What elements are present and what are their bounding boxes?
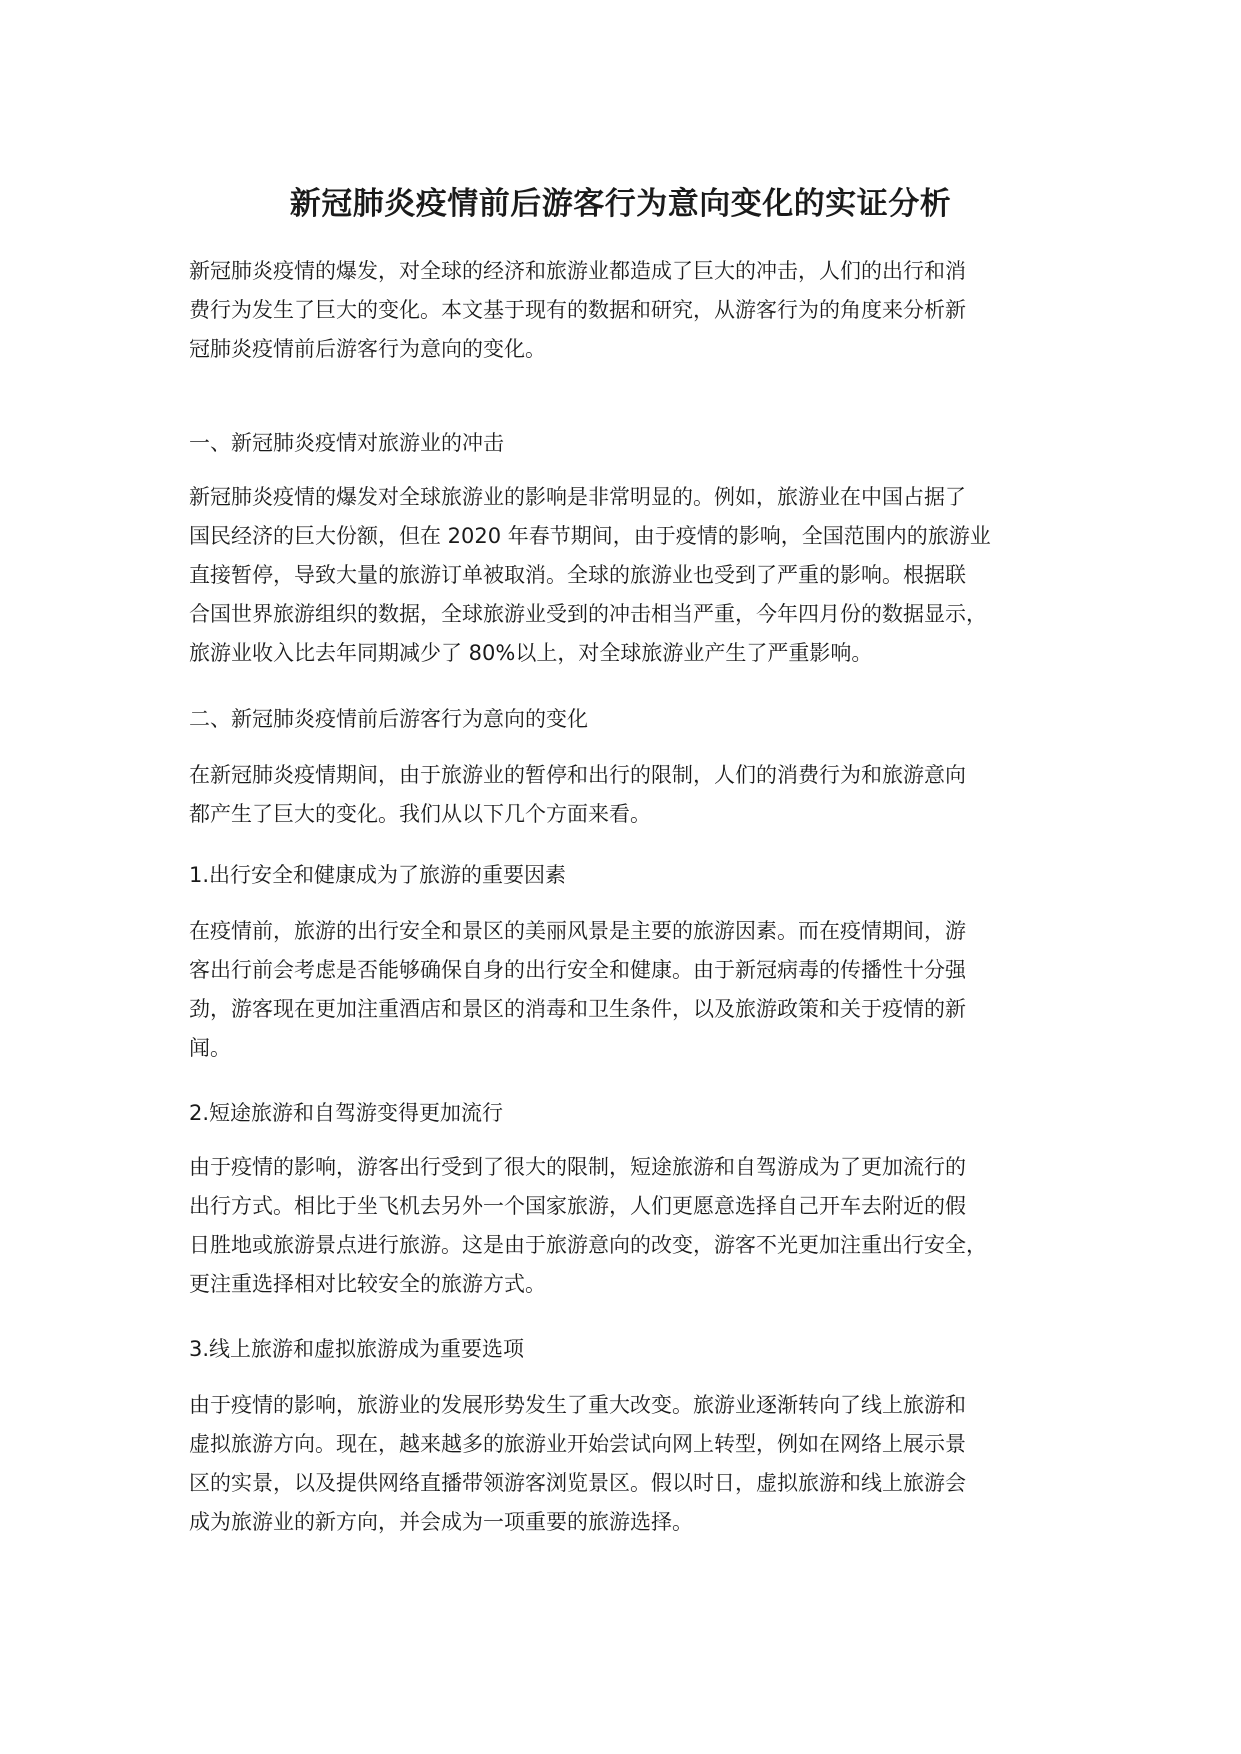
- paragraph-line: 都产生了巨大的变化。我们从以下几个方面来看。: [189, 802, 651, 826]
- paragraph-line: 虚拟旅游方向。现在，越来越多的旅游业开始尝试向网上转型，例如在网络上展示景: [189, 1432, 966, 1456]
- paragraph-line: 新冠肺炎疫情的爆发，对全球的经济和旅游业都造成了巨大的冲击，人们的出行和消: [189, 259, 966, 283]
- heading-line: 3.线上旅游和虚拟旅游成为重要选项: [189, 1337, 525, 1361]
- paragraph-line: 劲，游客现在更加注重酒店和景区的消毒和卫生条件，以及旅游政策和关于疫情的新: [189, 997, 966, 1021]
- paragraph-changes: [189, 756, 1089, 834]
- subheading-2: [189, 1094, 1089, 1133]
- paragraph-line: 新冠肺炎疫情的爆发对全球旅游业的影响是非常明显的。例如，旅游业在中国占据了: [189, 485, 966, 509]
- paragraph-line: 出行方式。相比于坐飞机去另外一个国家旅游，人们更愿意选择自己开车去附近的假: [189, 1194, 966, 1218]
- document-title: 新冠肺炎疫情前后游客行为意向变化的实证分析: [289, 186, 952, 222]
- paragraph-safety: [189, 912, 1089, 1068]
- paragraph-line: 区的实景，以及提供网络直播带领游客浏览景区。假以时日，虚拟旅游和线上旅游会: [189, 1471, 966, 1495]
- heading-line: 2.短途旅游和自驾游变得更加流行: [189, 1101, 504, 1125]
- paragraph-intro: [189, 252, 1089, 369]
- paragraph-line: 合国世界旅游组织的数据，全球旅游业受到的冲击相当严重，今年四月份的数据显示，: [189, 602, 987, 626]
- paragraph-impact: [189, 478, 1089, 673]
- section-heading-1: [189, 424, 1089, 463]
- paragraph-line: 成为旅游业的新方向，并会成为一项重要的旅游选择。: [189, 1510, 693, 1534]
- paragraph-line: 直接暂停，导致大量的旅游订单被取消。全球的旅游业也受到了严重的影响。根据联: [189, 563, 966, 587]
- paragraph-line: 费行为发生了巨大的变化。本文基于现有的数据和研究，从游客行为的角度来分析新: [189, 298, 966, 322]
- subheading-3: [189, 1330, 1089, 1369]
- paragraph-online-travel: [189, 1386, 1089, 1542]
- paragraph-line: 由于疫情的影响，旅游业的发展形势发生了重大改变。旅游业逐渐转向了线上旅游和: [189, 1393, 966, 1417]
- paragraph-line: 在疫情前，旅游的出行安全和景区的美丽风景是主要的旅游因素。而在疫情期间，游: [189, 919, 966, 943]
- paragraph-line: 在新冠肺炎疫情期间，由于旅游业的暂停和出行的限制，人们的消费行为和旅游意向: [189, 763, 966, 787]
- subheading-1: [189, 856, 1089, 895]
- paragraph-line: 更注重选择相对比较安全的旅游方式。: [189, 1272, 546, 1296]
- heading-line: 一、新冠肺炎疫情对旅游业的冲击: [189, 431, 504, 455]
- section-heading-2: [189, 700, 1089, 739]
- paragraph-line: 冠肺炎疫情前后游客行为意向的变化。: [189, 337, 546, 361]
- heading-line: 1.出行安全和健康成为了旅游的重要因素: [189, 863, 567, 887]
- paragraph-line: 旅游业收入比去年同期减少了 80%以上，对全球旅游业产生了严重影响。: [189, 641, 873, 665]
- paragraph-line: 客出行前会考虑是否能够确保自身的出行安全和健康。由于新冠病毒的传播性十分强: [189, 958, 966, 982]
- paragraph-line: 由于疫情的影响，游客出行受到了很大的限制，短途旅游和自驾游成为了更加流行的: [189, 1155, 966, 1179]
- heading-line: 二、新冠肺炎疫情前后游客行为意向的变化: [189, 707, 588, 731]
- paragraph-line: 国民经济的巨大份额，但在 2020 年春节期间，由于疫情的影响，全国范围内的旅游业: [189, 524, 991, 548]
- paragraph-short-trips: [189, 1148, 1089, 1304]
- paragraph-line: 闻。: [189, 1036, 231, 1060]
- paragraph-line: 日胜地或旅游景点进行旅游。这是由于旅游意向的改变，游客不光更加注重出行安全，: [189, 1233, 987, 1257]
